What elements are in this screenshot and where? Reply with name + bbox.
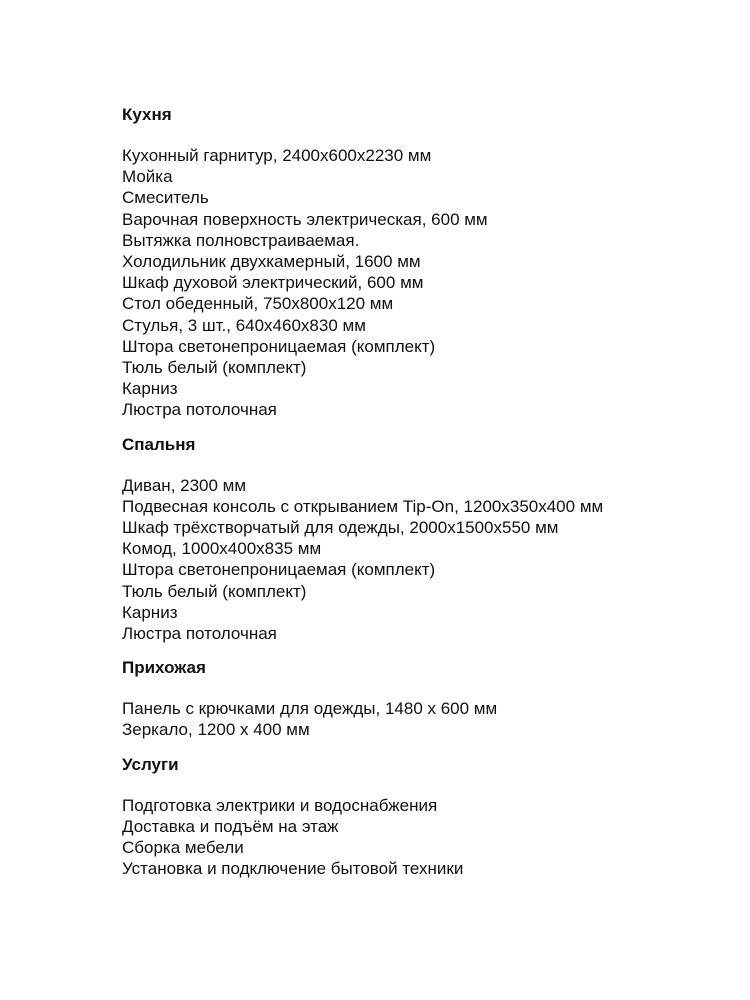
- list-item: Штора светонепроницаемая (комплект): [122, 560, 436, 580]
- list-item: Стулья, 3 шт., 640х460х830 мм: [122, 315, 366, 335]
- list-item: Люстра потолочная: [122, 624, 277, 644]
- list-item: Люстра потолочная: [122, 400, 277, 420]
- section-title-bedroom: Спальня: [122, 434, 196, 454]
- list-item: Кухонный гарнитур, 2400х600х2230 мм: [122, 146, 432, 165]
- list-item: Карниз: [122, 602, 178, 622]
- document-body: [122, 104, 742, 879]
- section-title-kitchen: Кухня: [122, 105, 172, 124]
- bedroom-item-list: [122, 475, 742, 645]
- hallway-item-list: [122, 698, 742, 740]
- list-item: Шкаф духовой электрический, 600 мм: [122, 273, 424, 293]
- list-item: Подготовка электрики и водоснабжения: [122, 795, 438, 815]
- list-item: Тюль белый (комплект): [122, 358, 307, 378]
- list-item: Штора светонепроницаемая (комплект): [122, 336, 436, 356]
- list-item: Сборка мебели: [122, 838, 244, 858]
- list-item: Комод, 1000х400х835 мм: [122, 539, 322, 559]
- section-bedroom: [122, 434, 742, 645]
- list-item: Панель с крючками для одежды, 1480 х 600 мм: [122, 699, 498, 719]
- list-item: Стол обеденный, 750х800х120 мм: [122, 294, 394, 314]
- list-item: Карниз: [122, 379, 178, 399]
- list-item: Тюль белый (комплект): [122, 581, 307, 601]
- section-hallway: [122, 657, 742, 740]
- services-item-list: [122, 795, 742, 880]
- list-item: Подвесная консоль с открыванием Tip-On, 1200х350х400 мм: [122, 496, 604, 516]
- section-title-hallway: Прихожая: [122, 658, 206, 678]
- list-item: Диван, 2300 мм: [122, 475, 247, 495]
- list-item: Зеркало, 1200 х 400 мм: [122, 720, 310, 740]
- list-item: Вытяжка полновстраиваемая.: [122, 230, 360, 250]
- list-item: Мойка: [122, 167, 173, 187]
- list-item: Варочная поверхность электрическая, 600 мм: [122, 209, 488, 229]
- section-services: [122, 754, 742, 880]
- list-item: Шкаф трёхстворчатый для одежды, 2000х1500х550 мм: [122, 518, 559, 538]
- list-item: Установка и подключение бытовой техники: [122, 859, 464, 879]
- list-item: Смеситель: [122, 188, 209, 208]
- list-item: Холодильник двухкамерный, 1600 мм: [122, 252, 421, 272]
- section-kitchen: [122, 104, 742, 421]
- list-item: Доставка и подъём на этаж: [122, 816, 339, 836]
- kitchen-item-list: [122, 145, 742, 421]
- section-title-services: Услуги: [122, 754, 179, 774]
